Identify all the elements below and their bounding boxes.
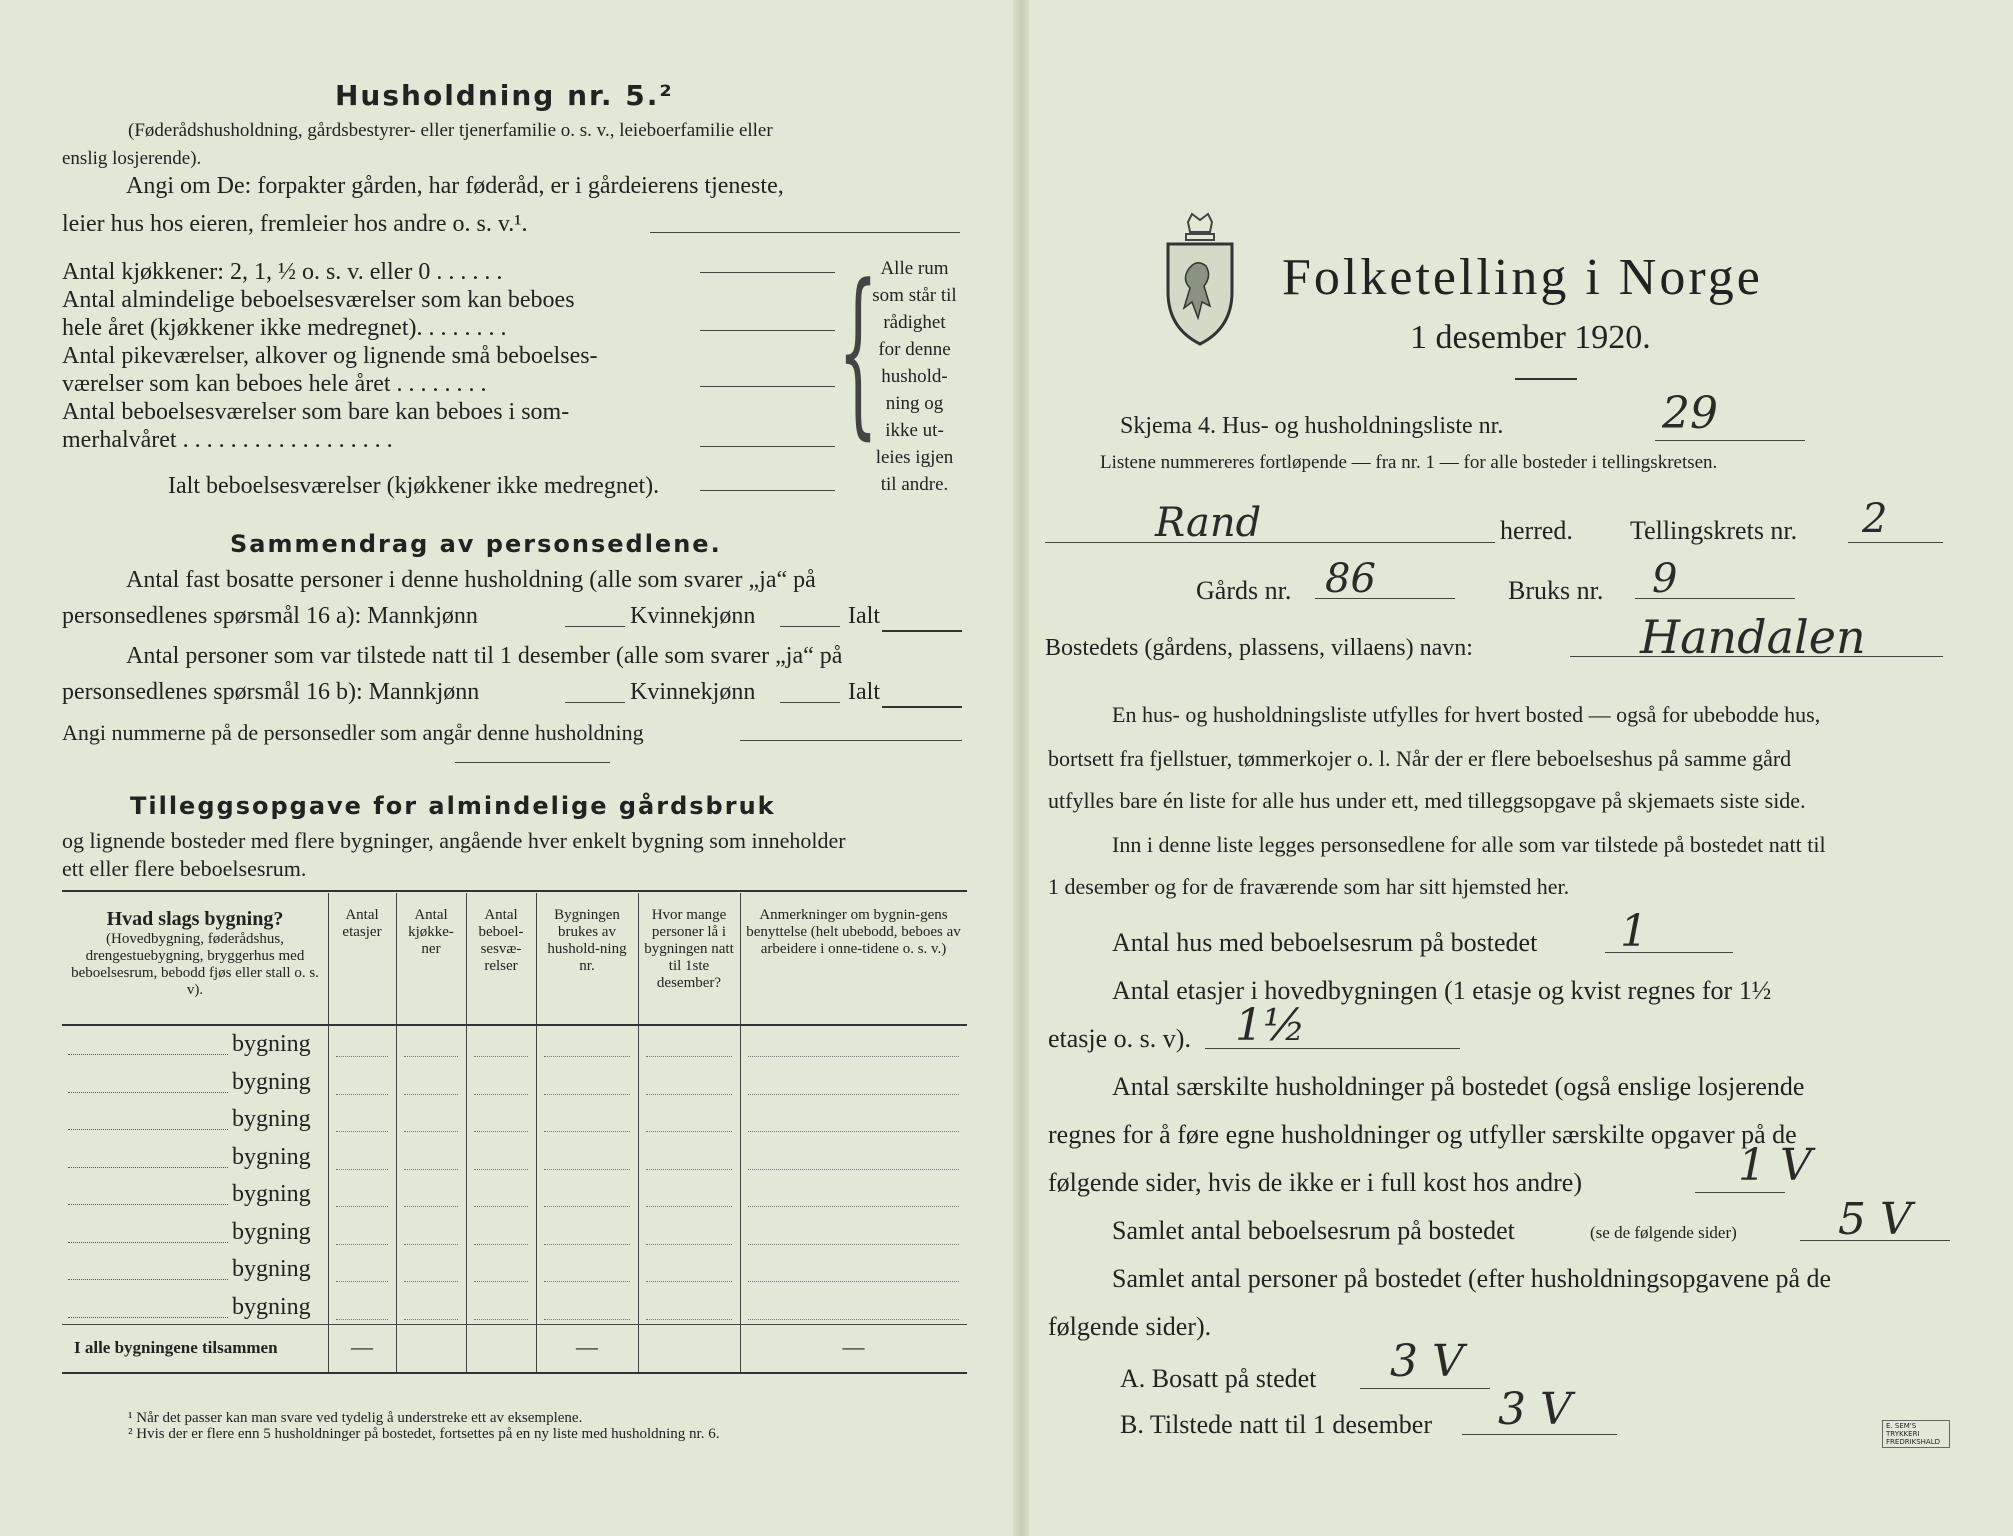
table-header-cell: [66, 907, 324, 999]
fast-line-1: Antal fast bosatte personer i denne husholdning (alle som svarer „ja“ på: [126, 567, 816, 593]
tilstede-line-2: personsedlenes spørsmål 16 b): Mannkjønn: [62, 679, 480, 705]
table-cell-line[interactable]: [404, 1244, 458, 1245]
ialt-answer-line[interactable]: [700, 490, 835, 491]
bosatt-label: A. Bosatt på stedet: [1120, 1364, 1317, 1393]
table-header-title: Antal etasjer: [342, 907, 382, 940]
tilstede-ialt-label: Ialt: [848, 679, 880, 705]
bosatt-line: [1360, 1388, 1490, 1389]
etasjer-value[interactable]: 1½: [1235, 1000, 1306, 1051]
brace-note-line: hushold-: [881, 366, 948, 387]
table-row-label: bygning: [232, 1068, 311, 1095]
tilstede-natt-value[interactable]: 3 V: [1498, 1384, 1572, 1435]
norwegian-coat-of-arms-icon: [1160, 210, 1240, 350]
table-column-rule: [638, 893, 639, 1372]
angi-line-2: leier hus hos eieren, fremleier hos andre o. s. v.¹.: [62, 211, 528, 237]
table-header-rule: [62, 1024, 967, 1026]
ialt-label: Ialt beboelsesværelser (kjøkkener ikke medregnet).: [168, 473, 660, 499]
table-cell-line[interactable]: [404, 1094, 458, 1095]
table-column-rule: [740, 893, 741, 1372]
sarskilte-line-1: Antal særskilte husholdninger på bostedet (også enslige losjerende: [1112, 1072, 1805, 1101]
skjema-number[interactable]: 29: [1662, 388, 1718, 439]
table-cell-line[interactable]: [336, 1281, 388, 1282]
gards-line: [1315, 598, 1455, 599]
kjokkener-answer-line[interactable]: [700, 272, 835, 273]
pike-line-2: værelser som kan beboes hele året . . . . . . . .: [62, 371, 487, 397]
table-cell-line[interactable]: [404, 1169, 458, 1170]
nummerne-label: Angi nummerne på de personsedler som angår denne husholdning: [62, 720, 644, 745]
tilstede-natt-line: [1462, 1434, 1617, 1435]
table-row-dotted-line[interactable]: [68, 1317, 228, 1318]
table-cell-line[interactable]: [474, 1169, 528, 1170]
sarskilte-line: [1695, 1192, 1785, 1193]
pike-answer-line[interactable]: [700, 386, 835, 387]
table-cell-line[interactable]: [646, 1056, 732, 1057]
tilstede-line-1: Antal personer som var tilstede natt til 1 desember (alle som svarer „ja“ på: [126, 643, 843, 669]
samlet-pers-line-1: Samlet antal personer på bostedet (efter husholdningsopgavene på de: [1112, 1264, 1832, 1293]
brace-note-line: Alle rum: [880, 258, 949, 279]
table-row-dotted-line[interactable]: [68, 1167, 228, 1168]
table-header-cell: [470, 907, 532, 975]
hus-value[interactable]: 1: [1620, 906, 1648, 957]
samlet-rum-note: (se de følgende sider): [1590, 1223, 1737, 1242]
info-line-1: En hus- og husholdningsliste utfylles for hvert bosted — også for ubebodde hus,: [1112, 702, 1821, 727]
table-header-title: Anmerkninger om bygnin-gens benyttelse (helt ubebodd, beboes av arbeidere i onne-tidene o. s. v.): [746, 907, 961, 957]
tillegg-line-1: og lignende bosteder med flere bygninger, angående hver enkelt bygning som inneholder: [62, 828, 846, 853]
sammendrag-title: Sammendrag av personsedlene.: [230, 530, 722, 558]
etasjer-line-1: Antal etasjer i hovedbygningen (1 etasje og kvist regnes for 1½: [1112, 976, 1772, 1005]
table-cell-line[interactable]: [544, 1056, 630, 1057]
table-header-cell: [332, 907, 392, 941]
bosatt-value[interactable]: 3 V: [1390, 1336, 1464, 1387]
nummerne-line[interactable]: [740, 740, 962, 741]
table-cell-line[interactable]: [748, 1131, 959, 1132]
table-total-dash: —: [351, 1334, 373, 1359]
samlet-pers-line-2: følgende sider).: [1048, 1312, 1212, 1341]
skjema-number-line: [1655, 440, 1805, 441]
herred-label: herred.: [1500, 516, 1573, 545]
hus-label: Antal hus med beboelsesrum på bostedet: [1112, 928, 1538, 957]
alm-line-2: hele året (kjøkkener ikke medregnet). . . . . . . .: [62, 315, 507, 341]
household-subtitle-1: (Føderådshusholdning, gårdsbestyrer- eller tjenerfamilie o. s. v., leieboerfamilie eller: [128, 120, 773, 141]
listene-note: Listene nummereres fortløpende — fra nr. 1 — for alle bosteder i tellingskretsen.: [1100, 452, 1718, 473]
brace-note-line: som står til: [872, 285, 957, 306]
gards-label: Gårds nr.: [1196, 576, 1292, 605]
table-row-dotted-line[interactable]: [68, 1279, 228, 1280]
tellingskrets-value[interactable]: 2: [1862, 496, 1888, 542]
info-line-5: 1 desember og for de fraværende som har sitt hjemsted her.: [1048, 874, 1570, 899]
table-header-title: Antal kjøkke-ner: [408, 907, 454, 957]
kjokkener-label: Antal kjøkkener: 2, 1, ½ o. s. v. eller 0 . . . . . .: [62, 259, 503, 285]
tellingskrets-line: [1848, 542, 1943, 543]
tilstede-mann-line[interactable]: [565, 702, 625, 703]
bosted-line: [1570, 656, 1943, 657]
fast-kvinne-label: Kvinnekjønn: [630, 603, 756, 629]
tilstede-kvinne-label: Kvinnekjønn: [630, 679, 756, 705]
table-cell-line[interactable]: [544, 1319, 630, 1320]
alm-answer-line[interactable]: [700, 330, 835, 331]
table-cell-line[interactable]: [646, 1281, 732, 1282]
table-cell-line[interactable]: [474, 1206, 528, 1207]
table-body-rule: [62, 1324, 967, 1325]
table-cell-line[interactable]: [474, 1281, 528, 1282]
table-cell-line[interactable]: [404, 1131, 458, 1132]
table-cell-line[interactable]: [748, 1319, 959, 1320]
tilstede-ialt-line[interactable]: [882, 706, 962, 708]
herred-value[interactable]: Rand: [1155, 500, 1262, 546]
table-cell-line[interactable]: [544, 1206, 630, 1207]
printer-mark: E. SEM'S TRYKKERI FREDRIKSHALD: [1882, 1420, 1950, 1448]
table-row-label: bygning: [232, 1181, 311, 1207]
samlet-rum-value[interactable]: 5 V: [1838, 1194, 1912, 1245]
table-row-dotted-line[interactable]: [68, 1242, 228, 1243]
tilstede-kvinne-line[interactable]: [780, 702, 840, 703]
fast-line-2: personsedlenes spørsmål 16 a): Mannkjønn: [62, 603, 478, 629]
table-cell-line[interactable]: [336, 1094, 388, 1095]
census-date: 1 desember 1920.: [1410, 319, 1651, 356]
table-cell-line[interactable]: [748, 1206, 959, 1207]
fast-mann-line[interactable]: [565, 626, 625, 627]
household-subtitle-2: enslig losjerende).: [62, 148, 202, 169]
table-column-rule: [396, 893, 397, 1372]
census-title: Folketelling i Norge: [1282, 249, 1763, 306]
bosted-value[interactable]: Handalen: [1640, 610, 1866, 664]
table-cell-line[interactable]: [544, 1244, 630, 1245]
brace-note-line: til andre.: [880, 474, 949, 495]
tilstede-natt-label: B. Tilstede natt til 1 desember: [1120, 1410, 1432, 1439]
table-header-cell: [400, 907, 462, 958]
brace-note-line: leies igjen: [875, 447, 954, 468]
bruks-line: [1635, 598, 1795, 599]
section-separator: [455, 762, 610, 763]
etasjer-line-2: etasje o. s. v).: [1048, 1024, 1191, 1053]
alm-line-1: Antal almindelige beboelsesværelser som kan beboes: [62, 287, 575, 313]
table-cell-line[interactable]: [544, 1281, 630, 1282]
table-row-dotted-line[interactable]: [68, 1129, 228, 1130]
table-total-dash: —: [576, 1334, 598, 1359]
table-total-dash: —: [842, 1334, 865, 1359]
footnote-1: ¹ Når det passer kan man svare ved tydelig å understreke ett av eksemplene.: [128, 1410, 583, 1426]
bruks-value[interactable]: 9: [1652, 556, 1678, 602]
table-cell-line[interactable]: [646, 1131, 732, 1132]
table-header-title: Hvor mange personer lå i bygningen natt til 1ste desember?: [644, 907, 734, 991]
angi-answer-line[interactable]: [650, 232, 960, 233]
table-row-dotted-line[interactable]: [68, 1204, 228, 1205]
table-header-title: Antal beboel-sesvæ-relser: [478, 907, 524, 974]
table-cell-line[interactable]: [336, 1056, 388, 1057]
table-cell-line[interactable]: [544, 1094, 630, 1095]
table-row-label: bygning: [232, 1106, 311, 1132]
table-row-label: bygning: [232, 1218, 311, 1245]
pike-line-1: Antal pikeværelser, alkover og lignende små beboelses-: [62, 343, 598, 369]
page-fold: [1013, 0, 1029, 1536]
table-cell-line[interactable]: [748, 1094, 959, 1095]
angi-line-1: Angi om De: forpakter gården, har føderåd, er i gårdeierens tjeneste,: [126, 173, 784, 199]
table-cell-line[interactable]: [544, 1169, 630, 1170]
table-cell-line[interactable]: [748, 1169, 959, 1170]
table-header-cell: [540, 907, 634, 975]
table-header-subtitle: (Hovedbygning, føderådshus, drengestuebygning, bryggerhus med beboelsesrum, bebodd fjøs eller stall o. s. v).: [71, 931, 319, 998]
table-cell-line[interactable]: [646, 1319, 732, 1320]
brace-note-line: ikke ut-: [885, 420, 944, 441]
table-cell-line[interactable]: [336, 1319, 388, 1320]
samlet-rum-line: [1800, 1240, 1950, 1241]
sarskilte-line-3: følgende sider, hvis de ikke er i full kost hos andre): [1048, 1168, 1582, 1197]
table-cell-line[interactable]: [404, 1281, 458, 1282]
skjema-label: Skjema 4. Hus- og husholdningsliste nr.: [1120, 413, 1504, 439]
tillegg-line-2: ett eller flere beboelsesrum.: [62, 856, 307, 881]
table-row-label: bygning: [232, 1031, 311, 1057]
table-row-dotted-line[interactable]: [68, 1054, 228, 1055]
title-separator: [1515, 378, 1577, 380]
table-cell-line[interactable]: [474, 1244, 528, 1245]
table-cell-line[interactable]: [474, 1319, 528, 1320]
table-header-title: Hvad slags bygning?: [106, 908, 284, 930]
gards-value[interactable]: 86: [1325, 556, 1376, 602]
table-row-label: bygning: [232, 1293, 311, 1320]
table-cell-line[interactable]: [404, 1056, 458, 1057]
table-cell-line[interactable]: [748, 1281, 959, 1282]
fast-ialt-label: Ialt: [848, 603, 880, 629]
table-cell-line[interactable]: [404, 1206, 458, 1207]
table-cell-line[interactable]: [474, 1056, 528, 1057]
table-cell-line[interactable]: [336, 1131, 388, 1132]
table-row-label: bygning: [232, 1143, 311, 1170]
sommer-answer-line[interactable]: [700, 446, 835, 447]
table-cell-line[interactable]: [336, 1244, 388, 1245]
info-line-3: utfylles bare én liste for alle hus under ett, med tilleggsopgave på skjemaets siste side.: [1048, 788, 1806, 813]
sarskilte-line-2: regnes for å føre egne husholdninger og utfyller særskilte opgaver på de: [1048, 1120, 1797, 1149]
bruks-label: Bruks nr.: [1508, 576, 1604, 605]
samlet-rum-label: Samlet antal beboelsesrum på bostedet: [1112, 1216, 1515, 1245]
table-total-label: I alle bygningene tilsammen: [74, 1338, 278, 1357]
table-row-label: bygning: [232, 1256, 311, 1282]
fast-kvinne-line[interactable]: [780, 626, 840, 627]
brace-note-line: rådighet: [883, 312, 946, 333]
bosted-label: Bostedets (gårdens, plassens, villaens) navn:: [1045, 635, 1473, 661]
brace-symbol: {: [838, 247, 879, 456]
table-column-rule: [536, 893, 537, 1372]
brace-note-line: ning og: [885, 393, 944, 414]
table-bottom-rule: [62, 1372, 967, 1374]
tillegg-title: Tilleggsopgave for almindelige gårdsbruk: [130, 792, 776, 820]
table-cell-line[interactable]: [404, 1319, 458, 1320]
table-cell-line[interactable]: [336, 1206, 388, 1207]
sommer-line-1: Antal beboelsesværelser som bare kan beboes i som-: [62, 399, 570, 425]
brace-note-line: for denne: [878, 339, 951, 360]
table-cell-line[interactable]: [474, 1094, 528, 1095]
etasjer-line: [1205, 1048, 1460, 1049]
household-title: Husholdning nr. 5.²: [335, 79, 674, 112]
tellingskrets-label: Tellingskrets nr.: [1630, 516, 1798, 545]
table-row-dotted-line[interactable]: [68, 1092, 228, 1093]
table-cell-line[interactable]: [748, 1056, 959, 1057]
table-cell-line[interactable]: [646, 1206, 732, 1207]
info-line-2: bortsett fra fjellstuer, tømmerkojer o. l. Når der er flere beboelseshus på samme gård: [1048, 746, 1792, 771]
table-header-cell: [642, 907, 736, 992]
table-cell-line[interactable]: [748, 1244, 959, 1245]
fast-ialt-line[interactable]: [882, 630, 962, 632]
table-cell-line[interactable]: [646, 1169, 732, 1170]
table-cell-line[interactable]: [336, 1169, 388, 1170]
table-header-cell: [744, 907, 963, 958]
sarskilte-value[interactable]: 1 V: [1738, 1140, 1812, 1191]
table-cell-line[interactable]: [544, 1131, 630, 1132]
hus-line: [1605, 952, 1733, 953]
sommer-line-2: merhalvåret . . . . . . . . . . . . . . . . . .: [62, 427, 393, 453]
table-top-rule: [62, 890, 967, 892]
herred-line: [1045, 542, 1495, 543]
table-column-rule: [328, 893, 329, 1372]
footnote-2: ² Hvis der er flere enn 5 husholdninger på bostedet, fortsettes på en ny liste med husholdning nr. 6.: [128, 1426, 720, 1442]
table-cell-line[interactable]: [646, 1094, 732, 1095]
table-column-rule: [466, 893, 467, 1372]
table-cell-line[interactable]: [646, 1244, 732, 1245]
table-cell-line[interactable]: [474, 1131, 528, 1132]
table-header-title: Bygningen brukes av hushold-ning nr.: [547, 907, 627, 974]
info-line-4: Inn i denne liste legges personsedlene for alle som var tilstede på bostedet natt til: [1112, 832, 1826, 857]
